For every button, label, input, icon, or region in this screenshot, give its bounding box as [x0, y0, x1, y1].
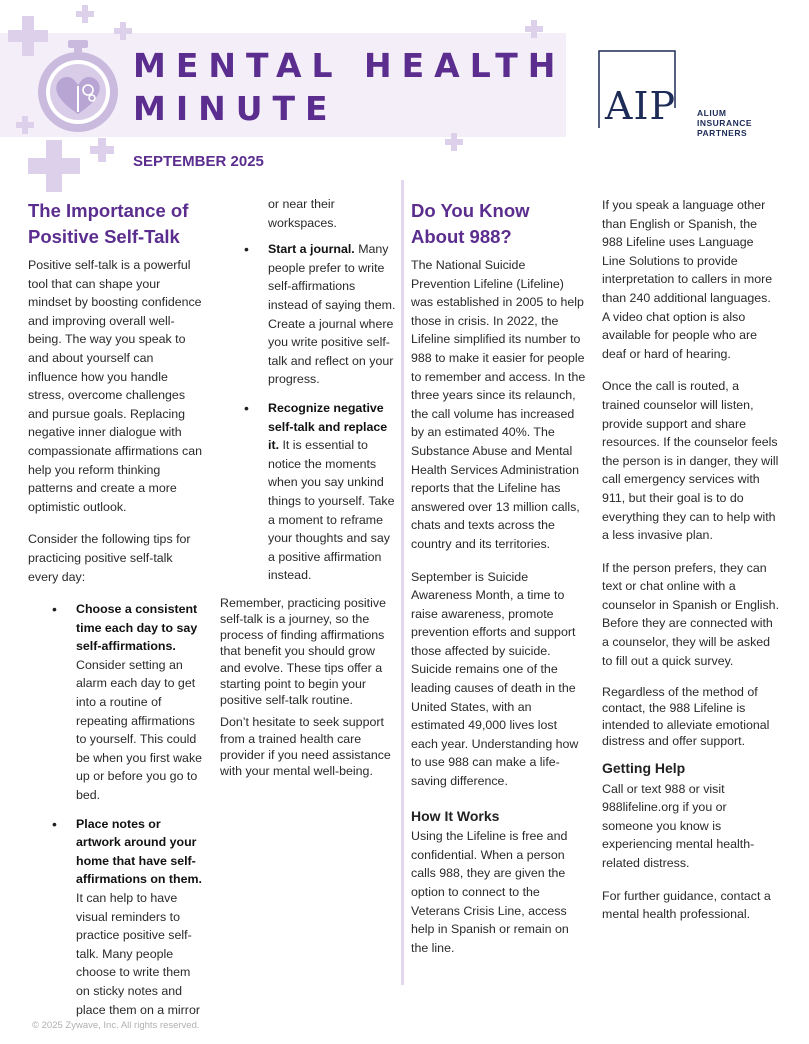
brain-stopwatch-icon: [30, 38, 126, 134]
tip-heading: Recognize negative self-talk and replace it.: [268, 400, 388, 453]
paragraph: Remember, practicing positive self-talk is a journey, so the process of finding affirmations that benefit you should grow and evolve. These tips offer a starting point to begin your positive self-talk routine.: [220, 595, 386, 708]
logo-line2: INSURANCE: [697, 118, 753, 128]
tip-body: Many people prefer to write self-affirmations instead of saying them. Create a journal where you write positive self-talk and reflect on your progress.: [268, 242, 396, 387]
paragraph: The National Suicide Prevention Lifeline (Lifeline) was established in 2005 to help those in crisis. In 2022, the Lifeline simplified its number to 988 to make it easier for people to remember and access. In the three years since its relaunch, the call volume has increased by an estimated 40%. The Substance Abuse and Mental Health Services Administration reports that the Lifeline has answered over 13 million calls, chats and texts across the country and its territories.: [411, 258, 586, 551]
plus-decoration-icon: [28, 140, 80, 192]
copyright-footer: © 2025 Zywave, Inc. All rights reserved.: [32, 1020, 200, 1031]
issue-date: SEPTEMBER 2025: [133, 153, 264, 170]
section-heading-self-talk: The Importance of Positive Self-Talk: [28, 200, 189, 247]
paragraph: Call or text 988 or visit 988lifeline.org if you or someone you know is experiencing mental health-related distress.: [602, 781, 755, 871]
paragraph: Regardless of the method of contact, the 988 Lifeline is intended to alleviate emotional distress and offer support.: [602, 685, 770, 748]
tip-heading: Start a journal.: [268, 242, 355, 257]
paragraph: Positive self-talk is a powerful tool that can shape your mindset by boosting confidence and improving overall well-being. The way you speak to and about yourself can influence how you handle stress, overcome challenges and pursue goals. Replacing negative inner dialogue with compassionate affirmations can help you reform thinking patterns and create a more optimistic outlook.: [28, 258, 203, 514]
tip-heading: Choose a consistent time each day to say self-affirmations.: [76, 602, 198, 654]
tips-list: [76, 600, 206, 1019]
tip-continuation: or near their workspaces.: [268, 197, 337, 230]
logo-letters: AIP: [605, 84, 677, 128]
logo-line3: PARTNERS: [697, 128, 748, 138]
plus-decoration-icon: [90, 138, 114, 162]
logo-line1: ALIUM: [697, 108, 727, 118]
paragraph: September is Suicide Awareness Month, a time to raise awareness, promote prevention efforts and support those affected by suicide. Suicide remains one of the leading causes of death in the United States, with an estimated 49,000 lives lost each year. Understanding how to use 988 can make a life-saving difference.: [411, 569, 579, 789]
list-item: [268, 240, 396, 389]
column-divider: [401, 180, 404, 985]
subheading-getting-help: Getting Help: [602, 760, 686, 777]
plus-decoration-icon: [525, 20, 543, 38]
page-title-line1: MENTAL HEALTH: [133, 46, 566, 85]
subheading-how-it-works: How It Works: [411, 807, 500, 824]
column-self-talk: [28, 198, 206, 1029]
list-item: [268, 399, 396, 585]
column-988: [411, 198, 587, 971]
paragraph: Using the Lifeline is free and confidential. When a person calls 988, they are given the option to connect to the Veterans Crisis Line, access help in Spanish or remain on the line.: [411, 829, 569, 955]
tip-body: It can help to have visual reminders to practice positive self-talk. Many people choose to write them on sticky notes and place them on a mirror: [76, 891, 200, 1017]
paragraph: For further guidance, contact a mental health professional.: [602, 888, 771, 922]
paragraph: Don’t hesitate to seek support from a trained health care provider if you need assistance with your mental well-being.: [220, 715, 391, 778]
column-988-cont: [602, 196, 780, 938]
list-item-cont: [268, 195, 396, 232]
plus-decoration-icon: [445, 133, 463, 151]
list-item: [76, 815, 206, 1020]
page-title-line2: MINUTE: [133, 89, 338, 128]
section-heading-988: Do You Know About 988?: [411, 200, 530, 247]
company-logo: [598, 50, 778, 138]
paragraph: Once the call is routed, a trained counselor will listen, provide support and share resources. If the counselor feels the person is in danger, they will call emergency services with 911, but their goal is to do everything they can to help with a less invasive plan.: [602, 379, 779, 543]
column-self-talk-cont: [220, 195, 396, 793]
tip-heading: Place notes or artwork around your home that have self-affirmations on them.: [76, 816, 202, 887]
tips-list: [268, 195, 396, 585]
paragraph: If the person prefers, they can text or chat online with a counselor in Spanish or English. Before they are connected with a counselor, they will be asked to fill out a quick survey.: [602, 560, 780, 668]
paragraph: If you speak a language other than English or Spanish, the 988 Lifeline uses Language Line Solutions to provide interpretation to callers in more than 240 additional languages. A video chat option is also available for people who are deaf or hard of hearing.: [602, 198, 773, 361]
paragraph: Consider the following tips for practicing positive self-talk every day:: [28, 532, 191, 584]
list-item: [76, 600, 206, 805]
plus-decoration-icon: [76, 5, 94, 23]
tip-body: Consider setting an alarm each day to get into a routine of repeating affirmations to yourself. This could be when you first wake up or before you go to bed.: [76, 657, 203, 803]
tip-body: It is essential to notice the moments when you say unkind things to yourself. Take a moment to reframe your thoughts and say a positive affirmation instead.: [268, 438, 395, 583]
